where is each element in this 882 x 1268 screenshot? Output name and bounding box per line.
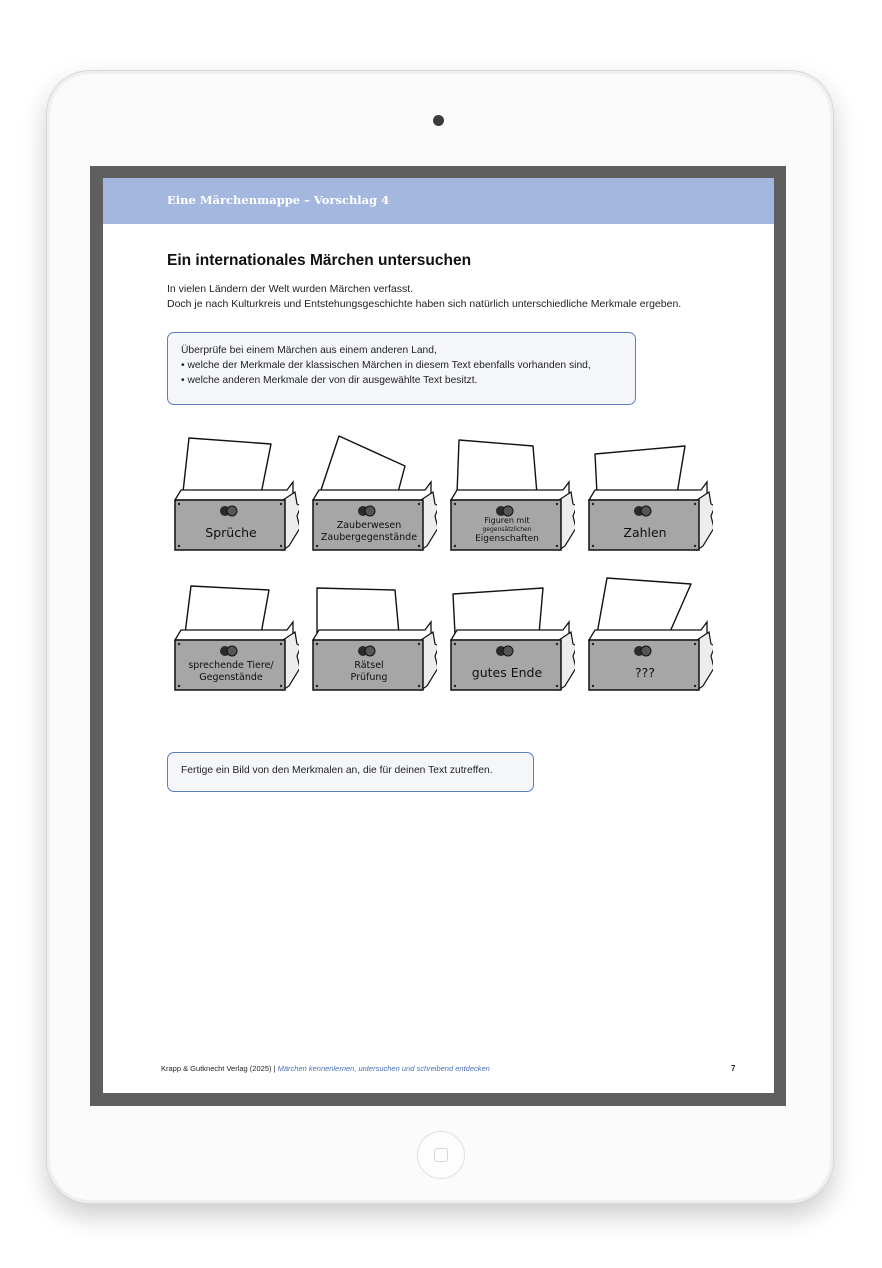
paper-sheet <box>457 440 537 494</box>
paper-sheet <box>597 578 691 634</box>
paper-sheet <box>185 586 269 634</box>
intro-line-2: Doch je nach Kulturkreis und Entstehungsgeschichte haben sich natürlich unterschiedliche Merkmale ergeben. <box>167 298 682 310</box>
rivet <box>556 545 558 547</box>
rivet <box>418 643 420 645</box>
feature-crate <box>445 570 575 695</box>
lock-knob <box>365 506 375 516</box>
paper-sheet <box>317 588 399 634</box>
rivet <box>280 545 282 547</box>
lock-knob <box>503 646 513 656</box>
feature-crates-grid <box>169 430 729 700</box>
feature-crate <box>445 430 575 555</box>
rivet <box>592 643 594 645</box>
feature-crate <box>307 430 437 555</box>
rivet <box>280 685 282 687</box>
crate-label: Zahlen <box>623 525 667 540</box>
page-number: 7 <box>731 1064 736 1073</box>
rivet <box>556 685 558 687</box>
rivet <box>178 545 180 547</box>
paper-sheet <box>453 588 543 634</box>
feature-crate <box>583 570 713 695</box>
crate-label: Eigenschaften <box>475 534 539 544</box>
rivet <box>316 545 318 547</box>
rivet <box>316 643 318 645</box>
rivet <box>454 545 456 547</box>
page-footer <box>161 1064 490 1073</box>
footer-publisher: Krapp & Gutknecht Verlag (2025) | <box>161 1064 276 1073</box>
page-title: Ein internationales Märchen untersuchen <box>167 252 472 269</box>
lock-knob <box>227 646 237 656</box>
rivet <box>694 545 696 547</box>
home-square-icon <box>434 1148 448 1162</box>
task-line-2: • welche der Merkmale der klassischen Märchen in diesem Text ebenfalls vorhanden sind, <box>181 360 591 371</box>
crate-label: sprechende Tiere/ <box>188 660 274 671</box>
crate-label: Gegenstände <box>199 671 263 683</box>
rivet <box>280 503 282 505</box>
task-box-2 <box>167 752 534 792</box>
rivet <box>178 643 180 645</box>
rivet <box>316 503 318 505</box>
task2-text: Fertige ein Bild von den Merkmalen an, die für deinen Text zutreffen. <box>181 765 493 776</box>
task-line-3: • welche anderen Merkmale der von dir ausgewählte Text besitzt. <box>181 375 478 386</box>
rivet <box>418 685 420 687</box>
crate-label: Sprüche <box>205 525 257 540</box>
lock-knob <box>641 646 651 656</box>
crate-label: gutes Ende <box>471 665 543 680</box>
camera-dot <box>433 115 444 126</box>
crate-label: Figuren mit <box>484 516 530 525</box>
rivet <box>592 503 594 505</box>
task-box <box>167 332 636 405</box>
crate-label: Zaubergegenstände <box>320 531 418 543</box>
rivet <box>178 685 180 687</box>
rivet <box>454 643 456 645</box>
rivet <box>694 503 696 505</box>
crate-label: Prüfung <box>350 671 388 683</box>
rivet <box>280 643 282 645</box>
crate-label: gegensätzlichen <box>482 526 532 533</box>
feature-crate <box>169 570 299 695</box>
paper-sheet <box>595 446 685 494</box>
rivet <box>454 685 456 687</box>
lock-knob <box>365 646 375 656</box>
footer-book-title: Märchen kennenlernen, untersuchen und schreibend entdecken <box>277 1064 490 1073</box>
page-header <box>103 178 774 224</box>
rivet <box>694 643 696 645</box>
rivet <box>418 545 420 547</box>
header-title: Eine Märchenmappe – Vorschlag 4 <box>167 193 390 207</box>
lock-knob <box>227 506 237 516</box>
crate-label: ??? <box>635 665 655 680</box>
task-line-1: Überprüfe bei einem Märchen aus einem anderen Land, <box>181 345 437 356</box>
rivet <box>418 503 420 505</box>
crate-label: Rätsel <box>354 660 384 671</box>
feature-crate <box>307 570 437 695</box>
document-page <box>103 178 774 1093</box>
rivet <box>316 685 318 687</box>
home-button[interactable] <box>417 1131 465 1179</box>
lock-knob <box>641 506 651 516</box>
rivet <box>556 503 558 505</box>
rivet <box>592 685 594 687</box>
rivet <box>694 685 696 687</box>
paper-sheet <box>319 436 405 496</box>
intro-line-1: In vielen Ländern der Welt wurden Märchen verfasst. <box>167 283 414 295</box>
rivet <box>556 643 558 645</box>
rivet <box>178 503 180 505</box>
lock-knob <box>503 506 513 516</box>
paper-sheet <box>183 438 271 494</box>
feature-crate <box>169 430 299 555</box>
crate-label: Zauberwesen <box>336 520 402 531</box>
rivet <box>454 503 456 505</box>
feature-crate <box>583 430 713 555</box>
rivet <box>592 545 594 547</box>
